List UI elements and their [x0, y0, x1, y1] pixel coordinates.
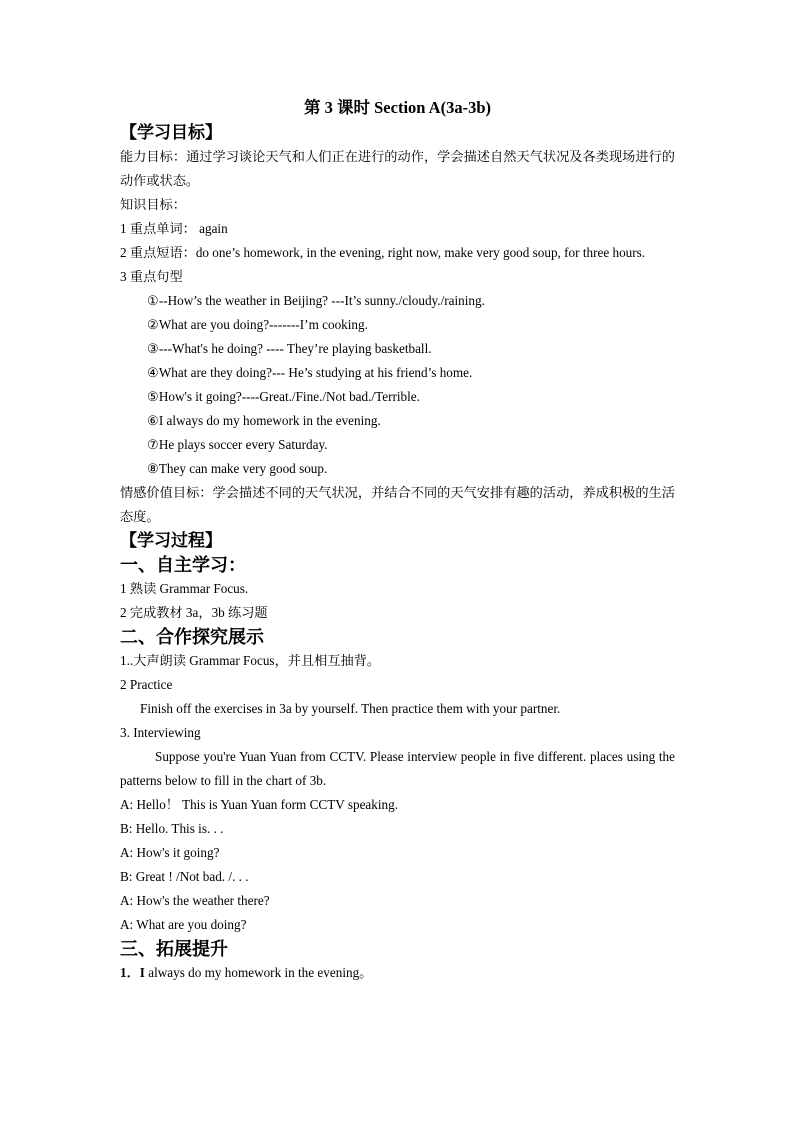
- goals-header: 【学习目标】: [120, 123, 222, 142]
- document-content: [120, 96, 675, 985]
- extension-item-1-text: always do my homework in the evening。: [144, 965, 373, 980]
- self-study-heading: 一、自主学习：: [120, 555, 246, 575]
- key-sentence-4: ④What are they doing?--- He’s studying at his friend’s home.: [147, 365, 473, 380]
- interview-instructions: Suppose you're Yuan Yuan from CCTV. Please interview people in five different. places using the patterns below to fill in the chart of 3b.: [120, 749, 675, 788]
- key-sentence-3: ③---What's he doing? ---- They’re playing basketball.: [147, 341, 432, 356]
- self-study-item-2: 2 完成教材 3a，3b 练习题: [120, 605, 268, 620]
- key-sentences-label: 3 重点句型: [120, 269, 183, 284]
- knowledge-goal-label: 知识目标：: [120, 197, 186, 212]
- cooperation-item-3: 3. Interviewing: [120, 725, 201, 740]
- cooperation-heading: 二、合作探究展示: [120, 627, 264, 647]
- key-sentence-1: ①--How’s the weather in Beijing? ---It’s sunny./cloudy./raining.: [147, 293, 485, 308]
- extension-item-1: [120, 961, 675, 985]
- key-sentence-7: ⑦He plays soccer every Saturday.: [147, 437, 328, 452]
- extension-item-1-number: 1．I: [120, 965, 145, 980]
- practice-instructions: Finish off the exercises in 3a by yourself. Then practice them with your partner.: [140, 701, 561, 716]
- dialogue-line-1: A: Hello！ This is Yuan Yuan form CCTV speaking.: [120, 797, 399, 812]
- key-sentence-5: ⑤How's it going?----Great./Fine./Not bad./Terrible.: [147, 389, 420, 404]
- cooperation-item-2: 2 Practice: [120, 677, 173, 692]
- key-sentence-8: ⑧They can make very good soup.: [147, 461, 328, 476]
- dialogue-line-2: B: Hello. This is. . .: [120, 821, 224, 836]
- dialogue-line-6: A: What are you doing?: [120, 917, 247, 932]
- key-phrases: 2 重点短语：do one’s homework, in the evening, right now, make very good soup, for three hours.: [120, 245, 646, 260]
- dialogue-line-3: A: How's it going?: [120, 845, 220, 860]
- dialogue-line-4: B: Great ! /Not bad. /. . .: [120, 869, 249, 884]
- ability-goal: 能力目标：通过学习谈论天气和人们正在进行的动作，学会描述自然天气状况及各类现场进行的动作或状态。: [120, 149, 675, 188]
- self-study-item-1: 1 熟读 Grammar Focus.: [120, 581, 249, 596]
- page-title: 第 3 课时 Section A(3a-3b): [304, 98, 491, 117]
- extension-heading: 三、拓展提升: [120, 939, 228, 959]
- cooperation-item-1: 1..大声朗读 Grammar Focus，并且相互抽背。: [120, 653, 381, 668]
- dialogue-line-5: A: How's the weather there?: [120, 893, 270, 908]
- key-sentence-2: ②What are you doing?-------I’m cooking.: [147, 317, 368, 332]
- key-words: 1 重点单词： again: [120, 221, 228, 236]
- emotion-goal: 情感价值目标：学会描述不同的天气状况，并结合不同的天气安排有趣的活动，养成积极的生活态度。: [120, 485, 675, 524]
- key-sentence-6: ⑥I always do my homework in the evening.: [147, 413, 381, 428]
- process-header: 【学习过程】: [120, 531, 222, 550]
